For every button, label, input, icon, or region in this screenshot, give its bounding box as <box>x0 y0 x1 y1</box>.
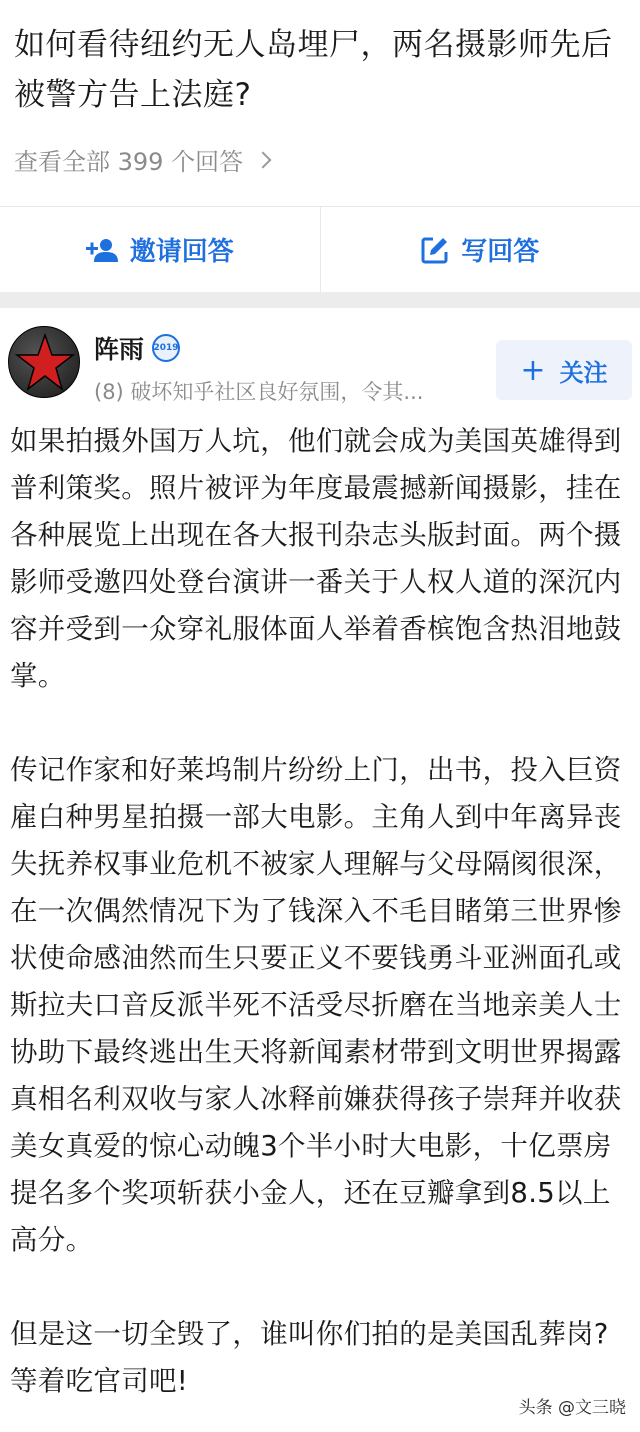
edit-icon <box>421 236 449 264</box>
answer-body <box>0 412 640 1405</box>
action-bar <box>0 206 640 292</box>
author-row <box>0 308 640 412</box>
section-divider <box>0 292 640 308</box>
red-star-icon <box>13 331 77 395</box>
write-answer-label: 写回答 <box>461 237 540 267</box>
question-title[interactable]: 如何看待纽约无人岛埋尸，两名摄影师先后被警方告上法庭? <box>14 27 613 113</box>
invite-answer-label: 邀请回答 <box>129 237 234 267</box>
author-meta <box>94 326 423 412</box>
watermark: 头条 @文三晓 <box>519 1393 626 1418</box>
author-name-line <box>94 330 423 366</box>
follow-label: 关注 <box>559 358 608 387</box>
year-badge-icon: 2019 <box>152 334 180 362</box>
answer-paragraph: 如果拍摄外国万人坑，他们就会成为美国英雄得到普利策奖。照片被评为年度最震撼新闻摄影，挂在各种展览上出现在各大报刊杂志头版封面。两个摄影师受邀四处登台演讲一番关于人权人道的深沉内容并受到一众穿礼服体面人举着香槟饱含热泪地鼓掌。 <box>10 425 622 692</box>
author-name[interactable]: 阵雨 <box>94 335 145 364</box>
view-all-answers-link[interactable] <box>14 142 626 177</box>
answer-paragraph: 传记作家和好莱坞制片纷纷上门，出书，投入巨资雇白种男星拍摄一部大电影。主角人到中年离异丧失抚养权事业危机不被家人理解与父母隔阂很深，在一次偶然情况下为了钱深入不毛目睹第三世界惨状使命感油然而生只要正义不要钱勇斗亚洲面孔或斯拉夫口音反派半死不活受尽折磨在当地亲美人士协助下最终逃出生天将新闻素材带到文明世界揭露真相名利双收与家人冰释前嫌获得孩子崇拜并收获美女真爱的惊心动魄3个半小时大电影，十亿票房提名多个奖项斩获小金人，还在豆瓣拿到8.5以上高分。 <box>10 754 622 1256</box>
answer-paragraph: 但是这一切全毁了，谁叫你们拍的是美国乱葬岗? 等着吃官司吧! <box>10 1318 609 1397</box>
chevron-right-icon <box>255 151 272 168</box>
write-answer-button[interactable] <box>320 207 640 292</box>
avatar[interactable] <box>8 326 80 398</box>
question-header <box>0 0 640 206</box>
answer-count-label: 查看全部 399 个回答 <box>14 148 244 176</box>
add-user-icon <box>86 238 118 262</box>
invite-answer-button[interactable] <box>0 207 320 292</box>
author-bio: (8) 破坏知乎社区良好氛围，令其... <box>94 380 424 404</box>
plus-icon: + <box>520 352 546 388</box>
follow-button[interactable] <box>496 340 632 400</box>
